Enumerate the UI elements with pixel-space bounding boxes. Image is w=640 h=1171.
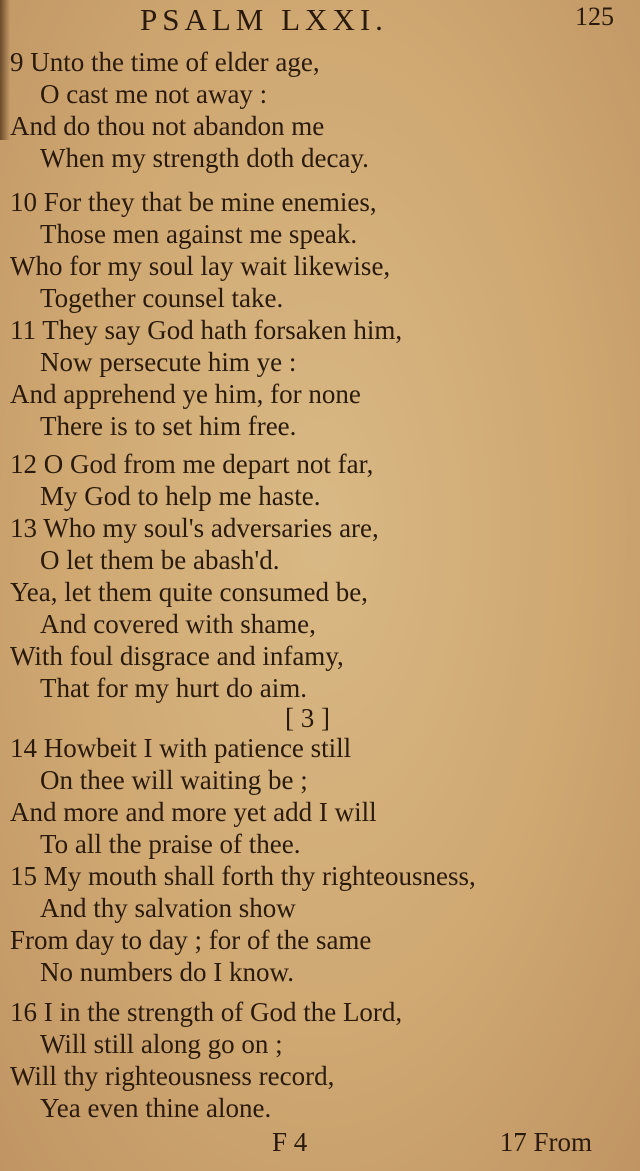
verse-line: Who for my soul lay wait likewise,: [10, 251, 391, 281]
verse-line: Will still along go on ;: [40, 1029, 283, 1059]
verse-line: O cast me not away :: [40, 79, 268, 109]
running-title: PSALM LXXI.: [140, 2, 388, 37]
page-footer: [0, 1126, 640, 1166]
verse-line: 12 O God from me depart not far,: [10, 449, 374, 479]
verse-line: My God to help me haste.: [40, 481, 321, 511]
part-marker: [ 3 ]: [285, 703, 330, 733]
verse-line: 13 Who my soul's adversaries are,: [10, 513, 379, 543]
verse-line: Those men against me speak.: [40, 219, 358, 249]
verse-line: That for my hurt do aim.: [40, 673, 307, 703]
verse-line: On thee will waiting be ;: [40, 765, 308, 795]
verse-line: No numbers do I know.: [40, 957, 294, 987]
verse-line: Yea, let them quite consumed be,: [10, 577, 368, 607]
verse-line: With foul disgrace and infamy,: [10, 641, 344, 671]
verse-line: 16 I in the strength of God the Lord,: [10, 997, 403, 1027]
verse-line: And thy salvation show: [40, 893, 296, 923]
verse-line: And do thou not abandon me: [10, 111, 325, 141]
verse-line: 14 Howbeit I with patience still: [10, 733, 352, 763]
verse-line: 9 Unto the time of elder age,: [10, 47, 320, 77]
verse-line: 11 They say God hath forsaken him,: [10, 315, 403, 345]
verse-line: To all the praise of thee.: [40, 829, 301, 859]
verse-line: And covered with shame,: [40, 609, 316, 639]
verse-line: There is to set him free.: [40, 411, 297, 441]
signature-mark: F 4: [272, 1127, 308, 1157]
verse-line: O let them be abash'd.: [40, 545, 280, 575]
verse-line: And more and more yet add I will: [10, 797, 377, 827]
page-number: 125: [575, 2, 614, 31]
verse-line: Together counsel take.: [40, 283, 284, 313]
running-head: [0, 0, 640, 40]
verse-line: 10 For they that be mine enemies,: [10, 187, 377, 217]
verse-line: From day to day ; for of the same: [10, 925, 372, 955]
catchword: 17 From: [499, 1127, 592, 1157]
verse-line: 15 My mouth shall forth thy righteousness,: [10, 861, 476, 891]
verse-line: Now persecute him ye :: [40, 347, 297, 377]
verse-line: And apprehend ye him, for none: [10, 379, 361, 409]
verse-line: When my strength doth decay.: [40, 143, 369, 173]
verse-line: Yea even thine alone.: [40, 1093, 272, 1123]
verse-line: Will thy righteousness record,: [10, 1061, 335, 1091]
